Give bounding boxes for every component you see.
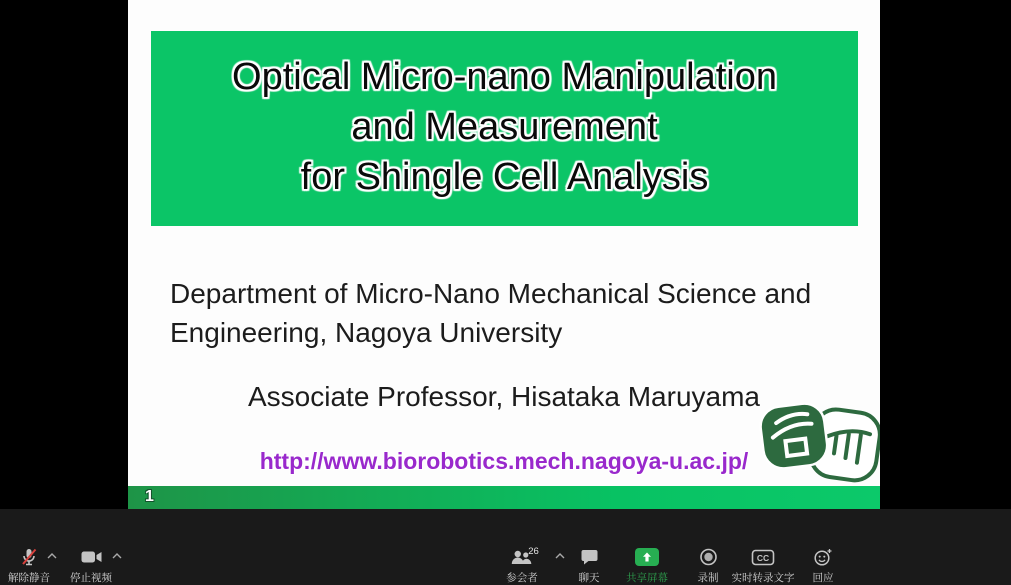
share-screen-icon bbox=[635, 548, 659, 566]
participants-label: 参会者 bbox=[506, 572, 538, 584]
department-line1: Department of Micro-Nano Mechanical Science and bbox=[170, 278, 812, 309]
participants-options-chevron-up-icon[interactable] bbox=[555, 553, 565, 559]
unmute-button[interactable] bbox=[8, 546, 50, 585]
reactions-button[interactable] bbox=[813, 546, 834, 585]
slide-footer-bar bbox=[128, 486, 880, 509]
slide-title-line1: Optical Micro-nano Manipulation bbox=[232, 56, 777, 98]
slide-title-line3: for Shingle Cell Analysis bbox=[300, 156, 709, 198]
author-text: Associate Professor, Hisataka Maruyama bbox=[248, 381, 760, 412]
live-transcription-button[interactable] bbox=[732, 546, 795, 585]
chat-label: 聊天 bbox=[578, 572, 600, 584]
participants-button[interactable] bbox=[506, 546, 538, 585]
video-options-chevron-up-icon[interactable] bbox=[112, 553, 122, 559]
presentation-slide bbox=[128, 0, 880, 509]
live-transcription-label: 实时转录文字 bbox=[731, 572, 795, 584]
website-url: http://www.biorobotics.mech.nagoya-u.ac.jp/ bbox=[259, 448, 749, 474]
reactions-smiley-icon bbox=[814, 548, 833, 566]
record-icon bbox=[699, 548, 717, 566]
share-screen-label: 共享屏幕 bbox=[626, 572, 668, 584]
department-text bbox=[170, 274, 860, 352]
stop-video-label: 停止视频 bbox=[70, 572, 112, 584]
unmute-label: 解除静音 bbox=[8, 572, 50, 584]
department-line2: Engineering, Nagoya University bbox=[170, 317, 563, 348]
svg-text:CC: CC bbox=[756, 552, 770, 563]
share-screen-button[interactable] bbox=[626, 546, 668, 585]
slide-title bbox=[151, 52, 858, 202]
mute-options-chevron-up-icon[interactable] bbox=[47, 553, 57, 559]
chat-bubble-icon bbox=[580, 549, 598, 565]
meeting-toolbar bbox=[0, 509, 1011, 585]
record-button[interactable] bbox=[698, 546, 719, 585]
reactions-label: 回应 bbox=[812, 572, 834, 584]
video-camera-icon bbox=[81, 550, 102, 564]
nagoya-university-logo-icon bbox=[756, 399, 880, 489]
chat-button[interactable] bbox=[579, 546, 600, 585]
title-banner bbox=[151, 31, 858, 226]
slide-title-line2: and Measurement bbox=[351, 106, 658, 148]
slide-page-number: 1 bbox=[145, 488, 154, 505]
participants-count: 26 bbox=[528, 546, 539, 557]
microphone-muted-icon bbox=[19, 547, 39, 567]
record-label: 录制 bbox=[697, 572, 719, 584]
stop-video-button[interactable] bbox=[70, 546, 112, 585]
closed-captions-icon bbox=[752, 549, 775, 566]
